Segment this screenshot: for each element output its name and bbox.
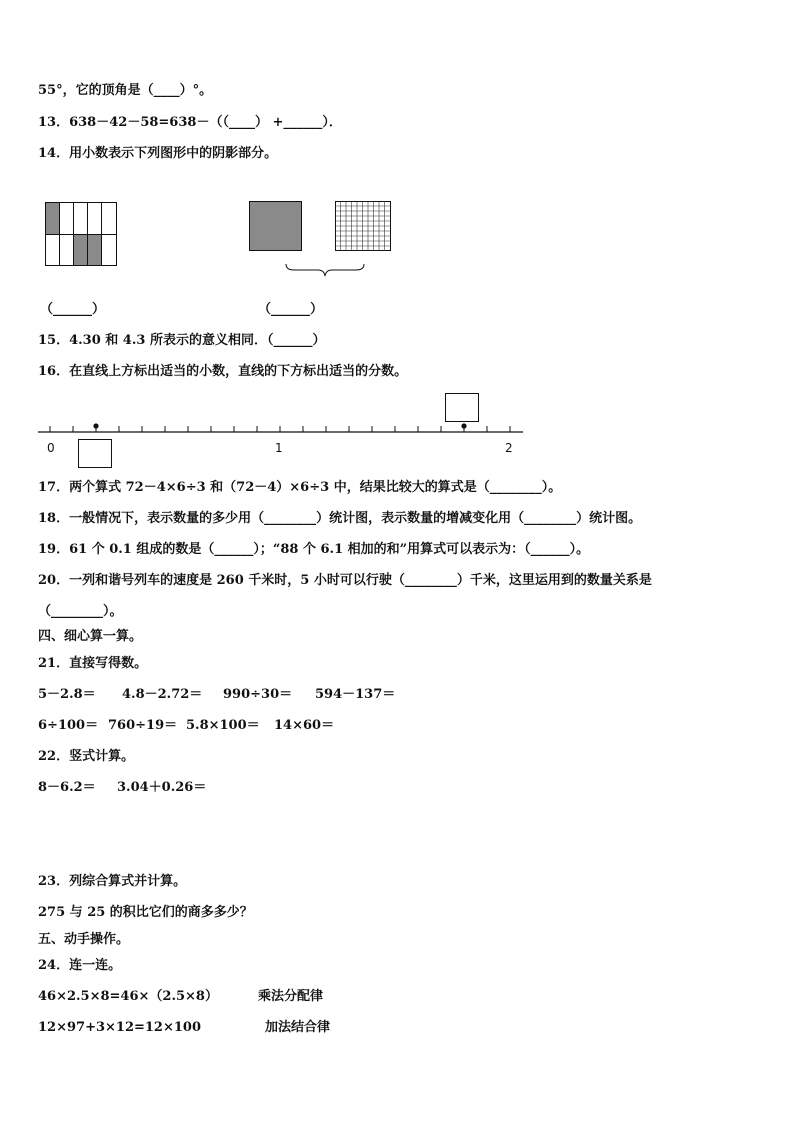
q21-item: 4.8－2.72＝ [122, 687, 203, 702]
q19: 19．61 个 0.1 组成的数是（______）；“88 个 6.1 相加的和”用算式可以表示为：（______）。 [38, 542, 590, 557]
q24-left-item[interactable]: 46×2.5×8=46×（2.5×8） [38, 989, 218, 1004]
q23-title: 23．列综合算式并计算。 [38, 874, 187, 889]
q14-full-square [249, 201, 302, 251]
q21-item: 14×60＝ [274, 718, 335, 733]
q13: 13．638－42－58=638－（（____） +______）． [38, 115, 342, 130]
q12-tail: 55°，它的顶角是（____）°。 [38, 83, 213, 98]
q22-item: 3.04＋0.26＝ [117, 780, 207, 795]
q22-item: 8－6.2＝ [38, 780, 96, 795]
q18: 18．一般情况下，表示数量的多少用（________）统计图，表示数量的增减变化用（________）统计图。 [38, 511, 642, 526]
q16-upper-answer-box[interactable] [445, 393, 479, 422]
q23-problem: 275 与 25 的积比它们的商多多少？ [38, 905, 253, 920]
q14-answer-b[interactable]: （______） [258, 302, 324, 317]
q14-brace [284, 262, 366, 278]
q21-item: 990÷30＝ [223, 687, 293, 702]
q22-title: 22．竖式计算。 [38, 749, 135, 764]
q16-number-line [0, 390, 794, 470]
q24-title: 24．连一连。 [38, 958, 122, 973]
section-4-title: 四、细心算一算。 [38, 629, 143, 644]
q14-hundred-grid [335, 201, 391, 251]
q20-cont: （________）。 [38, 604, 123, 619]
q16-title: 16．在直线上方标出适当的小数，直线的下方标出适当的分数。 [38, 364, 408, 379]
number-line-point [93, 423, 98, 428]
number-line-point [461, 423, 466, 428]
q16-label-2: 2 [505, 441, 513, 455]
q21-item: 6÷100＝ [38, 718, 99, 733]
q14-title: 14．用小数表示下列图形中的阴影部分。 [38, 146, 278, 161]
q21-item: 5.8×100＝ [186, 718, 260, 733]
q21-item: 5－2.8＝ [38, 687, 96, 702]
q14-answer-a[interactable]: （______） [40, 302, 106, 317]
q24-left-item[interactable]: 12×97+3×12=12×100 [38, 1020, 202, 1035]
q15: 15．4.30 和 4.3 所表示的意义相同．（______） [38, 333, 326, 348]
q24-right-item[interactable]: 乘法分配律 [258, 989, 324, 1004]
q21-title: 21．直接写得数。 [38, 656, 148, 671]
q21-item: 594－137＝ [315, 687, 396, 702]
q16-label-1: 1 [275, 441, 283, 455]
q21-item: 760÷19＝ [108, 718, 178, 733]
q16-label-0: 0 [47, 441, 55, 455]
section-5-title: 五、动手操作。 [38, 932, 130, 947]
q24-right-item[interactable]: 加法结合律 [265, 1020, 331, 1035]
q16-lower-answer-box[interactable] [78, 439, 112, 468]
q17: 17．两个算式 72－4×6÷3 和（72－4）×6÷3 中，结果比较大的算式是（________）。 [38, 480, 562, 495]
q14-grid-figure [45, 202, 117, 266]
q20: 20．一列和谐号列车的速度是 260 千米时，5 小时可以行驶（________）千米，这里运用到的数量关系是 [38, 573, 652, 588]
